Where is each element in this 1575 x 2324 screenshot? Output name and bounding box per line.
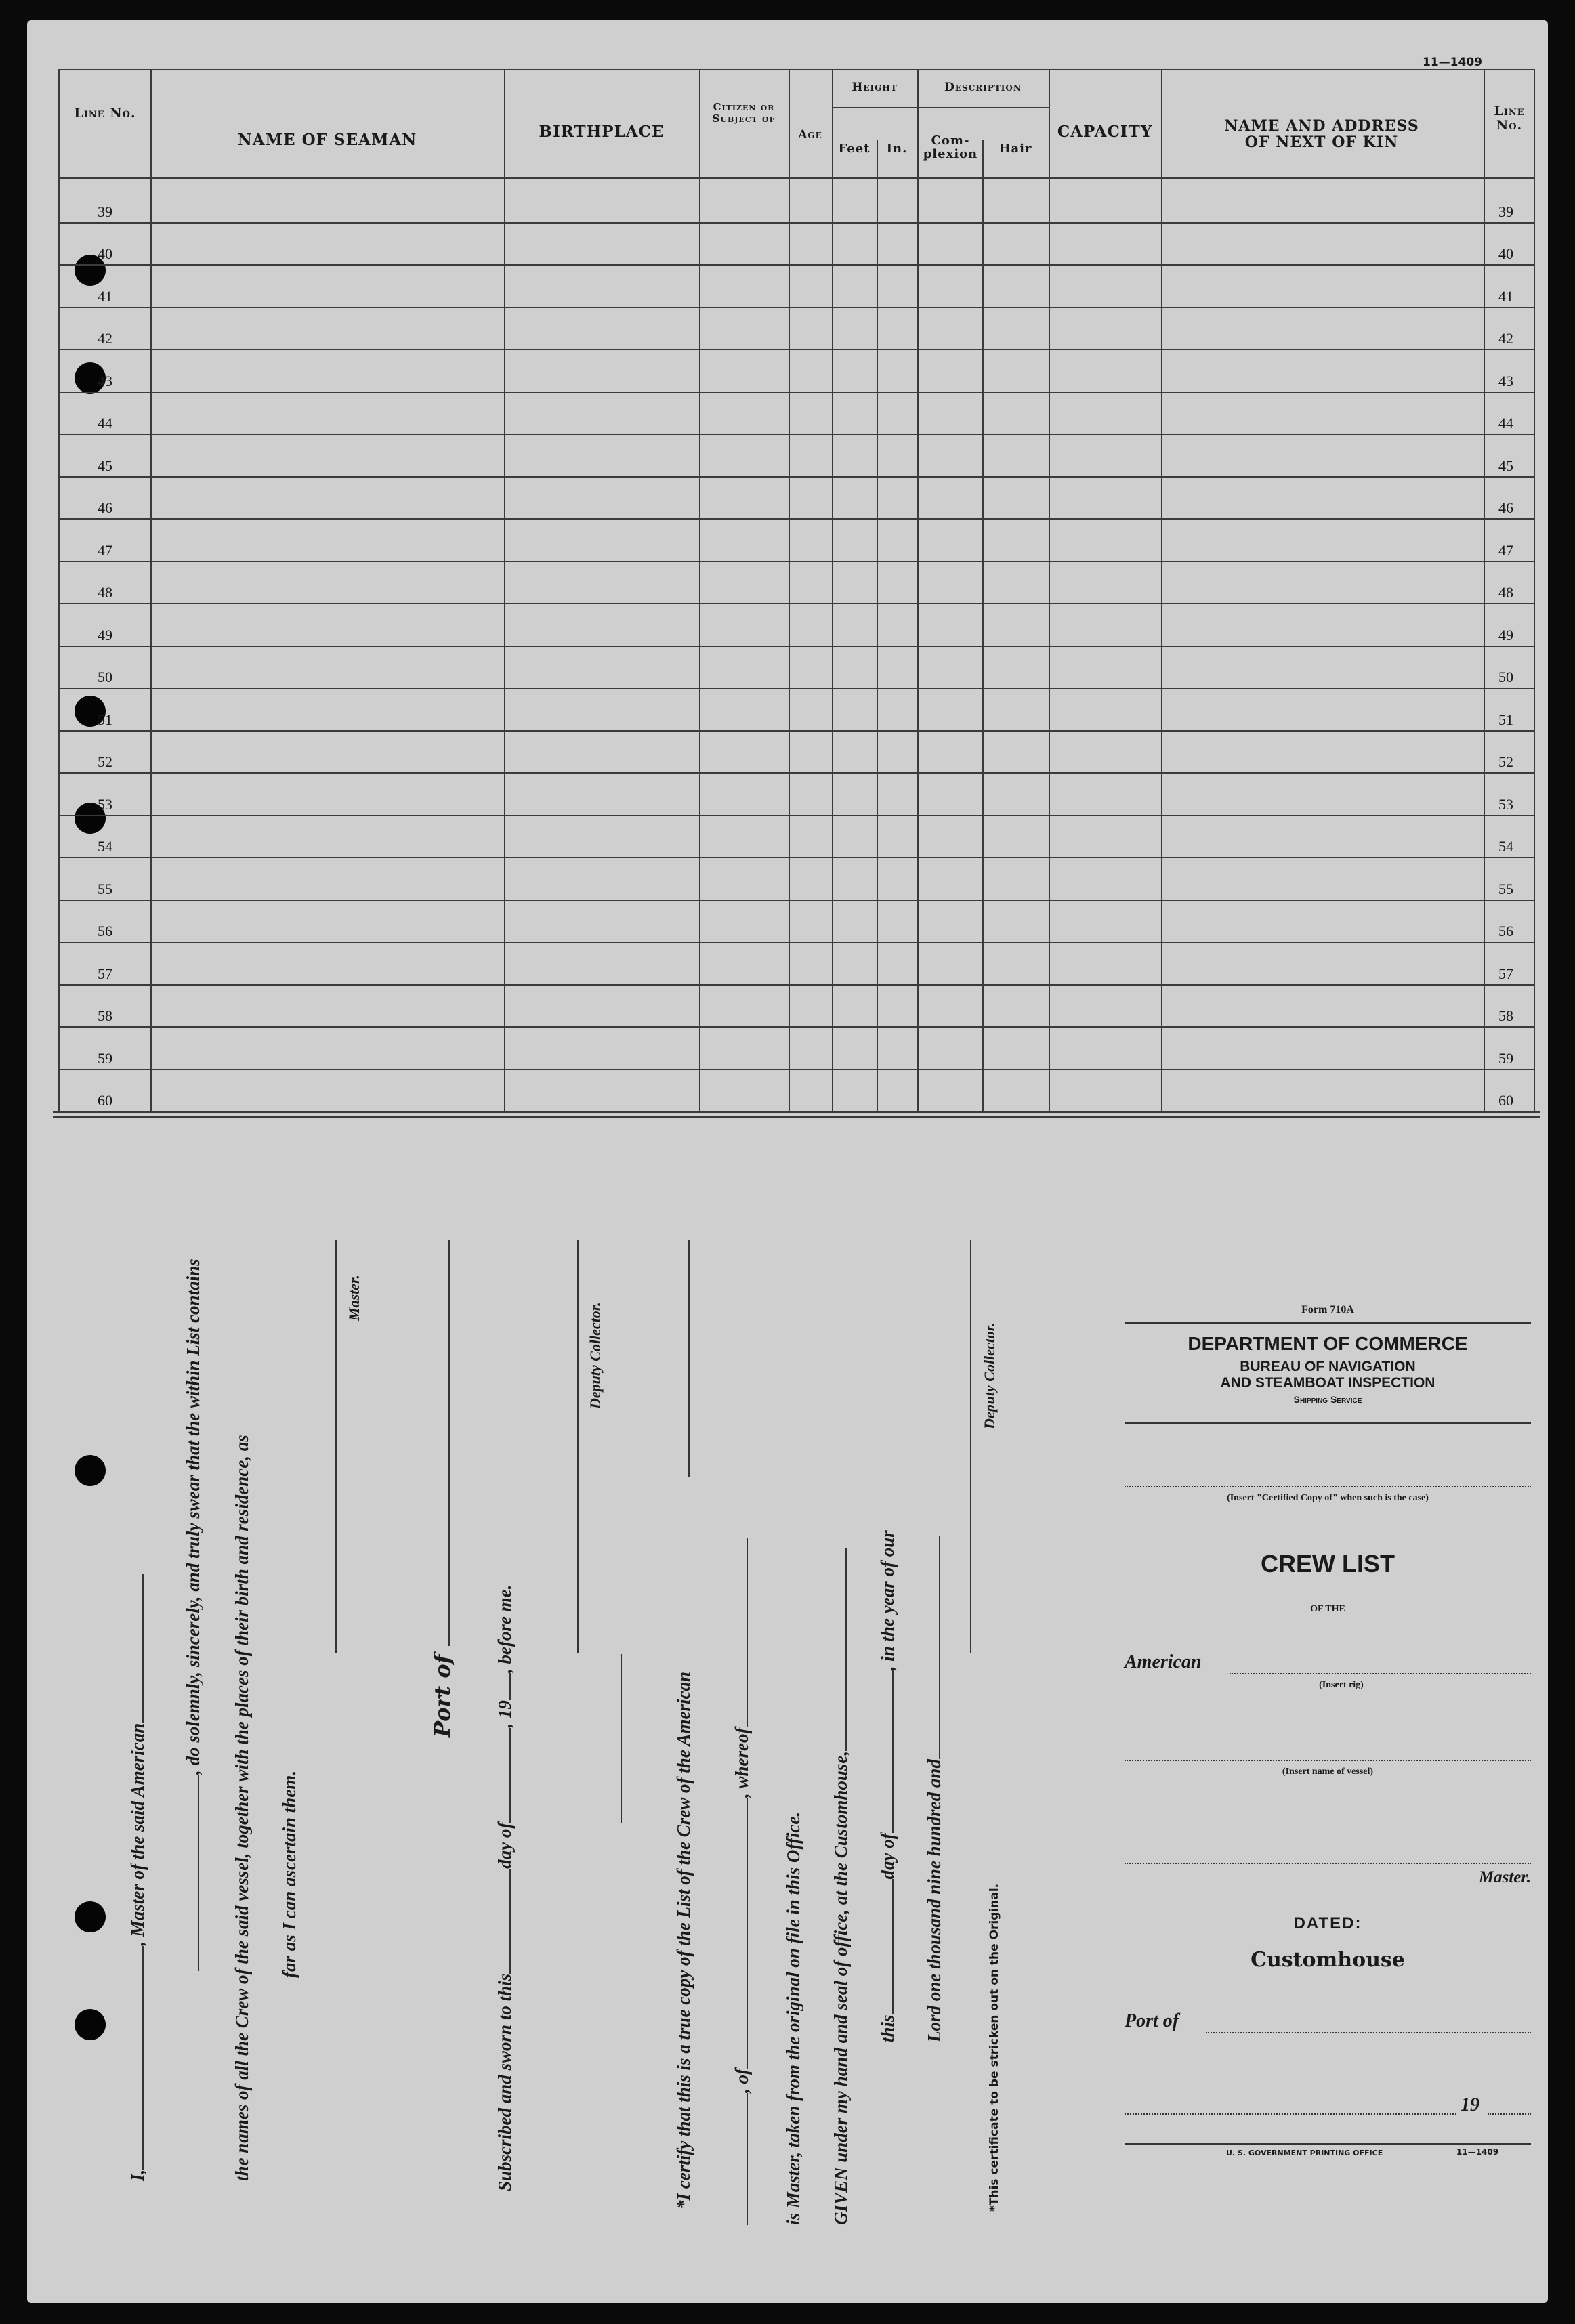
master-signature-line[interactable] <box>335 1240 337 1653</box>
row-line-number: 47 <box>98 542 112 559</box>
oath-solemnly: , do solemnly, sincerely, and truly swear that the within List contains <box>183 1259 203 1775</box>
row-line-number-right: 43 <box>1498 373 1513 389</box>
header-height: Height <box>852 81 898 94</box>
certified-copy-blank[interactable] <box>1125 1486 1531 1487</box>
row-line-number: 41 <box>98 288 112 305</box>
header-description: Description <box>944 81 1022 94</box>
cover-rule-mid <box>1125 1422 1531 1424</box>
row-line-number-right: 49 <box>1498 627 1513 643</box>
cover-year-blank[interactable] <box>1488 2113 1531 2115</box>
cert-day-blank[interactable] <box>877 1879 894 2014</box>
row-line-number: 45 <box>98 457 112 474</box>
deputy-collector-signature-line-2[interactable] <box>970 1240 971 1653</box>
row-line-number: 59 <box>98 1050 112 1067</box>
row-rule <box>58 688 1535 689</box>
oath-line-4 <box>279 1771 300 1978</box>
oath-i: I, <box>127 2169 148 2181</box>
row-line-number-right: 53 <box>1498 796 1513 813</box>
row-line-number: 42 <box>98 330 112 347</box>
cover-port-blank[interactable] <box>1206 2032 1531 2033</box>
header-hair: Hair <box>999 142 1032 156</box>
oath-line-3 <box>232 1435 253 2181</box>
row-line-number: 60 <box>98 1092 112 1109</box>
cert-vessel-blank[interactable] <box>688 1240 690 1477</box>
sworn-19: , 19 <box>495 1700 515 1728</box>
row-line-number-right: 57 <box>1498 965 1513 982</box>
certificate-line-1 <box>673 1672 694 2210</box>
cover-bureau-2: AND STEAMBOAT INSPECTION <box>1220 1375 1435 1391</box>
row-line-number-right: 45 <box>1498 457 1513 474</box>
row-line-number: 40 <box>98 245 112 262</box>
row-rule <box>58 942 1535 943</box>
form-code-top: 11—1409 <box>1423 56 1482 69</box>
row-line-number-right: 60 <box>1498 1092 1513 1109</box>
row-line-number-right: 54 <box>1498 838 1513 855</box>
row-rule <box>58 772 1535 774</box>
row-line-number: 50 <box>98 669 112 685</box>
row-rule <box>58 646 1535 647</box>
certificate-line-5 <box>877 1530 898 2042</box>
row-line-number-right: 52 <box>1498 753 1513 770</box>
certificate-line-2 <box>732 1538 753 2226</box>
row-rule <box>58 857 1535 858</box>
sworn-day-of: day of <box>495 1822 515 1869</box>
row-line-number: 51 <box>98 711 112 728</box>
header-capacity: CAPACITY <box>1057 123 1153 141</box>
row-rule <box>58 1026 1535 1028</box>
master-name-cover-blank[interactable] <box>1125 1863 1531 1864</box>
row-rule <box>58 561 1535 562</box>
certificate-true-copy-text: *I certify that this is a true copy of the List of the Crew of the American <box>673 1672 694 2210</box>
row-line-number: 43 <box>98 373 112 389</box>
cert-this: this <box>877 2014 898 2042</box>
row-line-number-right: 42 <box>1498 330 1513 347</box>
row-rule <box>58 307 1535 308</box>
header-complexion: Com- plexion <box>923 133 978 161</box>
deputy-collector-label-1: Deputy Collector. <box>587 1302 604 1409</box>
sworn-day-blank[interactable] <box>495 1869 511 1974</box>
cert-original-on-file: is Master, taken from the original on file in this Office. <box>783 1811 803 2225</box>
row-line-number: 55 <box>98 881 112 897</box>
row-line-number-right: 47 <box>1498 542 1513 559</box>
sworn-month-blank[interactable] <box>495 1728 511 1823</box>
cover-port-of: Port of <box>1125 2010 1179 2031</box>
cert-port-blank[interactable] <box>732 1798 748 2069</box>
row-line-number-right: 39 <box>1498 203 1513 220</box>
cert-whereof: , whereof <box>732 1727 752 1798</box>
header-age: Age <box>798 128 822 142</box>
sworn-before-me: , before me. <box>495 1584 515 1674</box>
binder-hole <box>75 2009 106 2040</box>
deputy-collector-label-2: Deputy Collector. <box>981 1322 998 1429</box>
row-line-number: 52 <box>98 753 112 770</box>
header-inches: In. <box>886 142 908 156</box>
divider-line <box>621 1654 622 1823</box>
header-birthplace: BIRTHPLACE <box>539 123 665 141</box>
row-line-number: 58 <box>98 1007 112 1024</box>
row-line-number-right: 46 <box>1498 499 1513 516</box>
row-line-number: 57 <box>98 965 112 982</box>
cover-date-blank[interactable] <box>1125 2113 1456 2115</box>
form-page <box>27 20 1548 2303</box>
row-line-number-right: 41 <box>1498 288 1513 305</box>
cert-rig-blank[interactable] <box>732 2093 748 2225</box>
cert-day-of: day of <box>877 1833 898 1880</box>
cover-form-no: Form 710A <box>1301 1304 1354 1315</box>
row-rule <box>58 349 1535 350</box>
oath-master-of-american: , Master of the said American <box>127 1723 148 1946</box>
row-rule <box>58 815 1535 816</box>
cover-master: Master. <box>1478 1868 1531 1886</box>
cover-rule-bottom <box>1125 2143 1531 2145</box>
row-line-number: 48 <box>98 584 112 601</box>
row-rule <box>58 900 1535 901</box>
header-line-no-right: Line No. <box>1494 104 1525 133</box>
row-rule <box>58 264 1535 266</box>
port-of-label: Port of <box>429 1654 455 1737</box>
row-line-number: 39 <box>98 203 112 220</box>
row-line-number-right: 56 <box>1498 923 1513 939</box>
cover-rule-top <box>1125 1322 1531 1324</box>
vessel-rig-blank[interactable] <box>1230 1673 1531 1674</box>
oath-line-2 <box>183 1259 204 1971</box>
cover-of-the: OF THE <box>1310 1604 1345 1614</box>
row-line-number-right: 40 <box>1498 245 1513 262</box>
row-rule <box>58 434 1535 435</box>
cert-given-under-hand: GIVEN under my hand and seal of office, at the Customhouse, <box>831 1750 851 2225</box>
header-next-of-kin: NAME AND ADDRESS OF NEXT OF KIN <box>1224 117 1419 152</box>
row-rule <box>58 518 1535 520</box>
binder-hole <box>75 1901 106 1932</box>
cover-insert-name: (Insert name of vessel) <box>1282 1767 1374 1777</box>
cert-year-blank[interactable] <box>924 1536 940 1759</box>
cover-dated: DATED: <box>1293 1914 1362 1932</box>
row-line-number: 46 <box>98 499 112 516</box>
row-line-number: 44 <box>98 415 112 431</box>
vessel-blank-2[interactable] <box>183 1775 199 1971</box>
cover-code: 11—1409 <box>1456 2147 1499 2157</box>
header-citizen: Citizen or Subject of <box>712 101 776 125</box>
row-line-number-right: 48 <box>1498 584 1513 601</box>
row-line-number: 49 <box>98 627 112 643</box>
cert-master-blank[interactable] <box>732 1538 748 1728</box>
cover-19: 19 <box>1461 2094 1479 2115</box>
binder-hole <box>75 1455 106 1486</box>
deputy-collector-signature-line-1[interactable] <box>577 1240 579 1653</box>
header-feet: Feet <box>838 142 870 156</box>
certificate-line-6 <box>924 1536 945 2042</box>
header-name-of-seaman: NAME OF SEAMAN <box>237 131 417 149</box>
vessel-name-cover-blank[interactable] <box>1125 1760 1531 1761</box>
cover-customhouse: Customhouse <box>1251 1948 1405 1972</box>
certificate-line-4 <box>831 1548 852 2225</box>
crew-table <box>58 69 1535 1112</box>
oath-ascertain-text: far as I can ascertain them. <box>279 1770 299 1978</box>
cert-in-the-year: , in the year of our <box>877 1530 898 1671</box>
oath-line-1 <box>127 1574 148 2181</box>
cert-customhouse-blank[interactable] <box>831 1548 847 1751</box>
row-line-number-right: 44 <box>1498 415 1513 431</box>
row-line-number: 53 <box>98 796 112 813</box>
row-rule <box>58 730 1535 732</box>
row-line-number-right: 58 <box>1498 1007 1513 1024</box>
subscribed-line <box>495 1585 516 2191</box>
row-rule <box>58 476 1535 478</box>
cert-of: , of <box>732 2069 752 2093</box>
oath-names-text: the names of all the Crew of the said vessel, together with the places of their birth and residence, as <box>232 1435 252 2181</box>
cover-title: CREW LIST <box>1261 1550 1395 1578</box>
row-rule <box>58 222 1535 224</box>
cert-month-blank[interactable] <box>877 1670 894 1833</box>
cover-printer: U. S. GOVERNMENT PRINTING OFFICE <box>1226 2149 1383 2157</box>
row-line-number-right: 55 <box>1498 881 1513 897</box>
row-line-number-right: 51 <box>1498 711 1513 728</box>
sworn-year-blank[interactable] <box>495 1673 511 1700</box>
row-rule <box>58 603 1535 604</box>
vessel-name-blank[interactable] <box>127 1574 144 1723</box>
row-line-number-right: 50 <box>1498 669 1513 685</box>
master-label: Master. <box>345 1275 362 1321</box>
master-name-blank[interactable] <box>127 1946 144 2170</box>
back-cover-label <box>1125 1294 1531 2188</box>
cover-department: DEPARTMENT OF COMMERCE <box>1188 1333 1468 1354</box>
row-line-number-right: 59 <box>1498 1050 1513 1067</box>
header-line-no: Line No. <box>74 106 136 121</box>
cover-american: American <box>1125 1651 1202 1672</box>
cert-lord-one-thousand: Lord one thousand nine hundred and <box>924 1759 944 2042</box>
certificate-footnote: *This certificate to be stricken out on the Original. <box>988 1883 1001 2212</box>
subscribed-text: Subscribed and sworn to this <box>495 1973 515 2191</box>
cover-insert-rig: (Insert rig) <box>1319 1680 1364 1690</box>
cover-insert-certified: (Insert "Certified Copy of" when such is the case) <box>1227 1493 1429 1503</box>
row-rule <box>58 1069 1535 1070</box>
cover-bureau-1: BUREAU OF NAVIGATION <box>1240 1359 1416 1374</box>
row-line-number: 56 <box>98 923 112 939</box>
row-line-number: 54 <box>98 838 112 855</box>
row-rule <box>58 984 1535 986</box>
cover-shipping-service: Shipping Service <box>1293 1394 1362 1405</box>
row-rule <box>58 392 1535 393</box>
certificate-line-3 <box>783 1812 804 2225</box>
port-of-blank[interactable] <box>448 1240 450 1646</box>
